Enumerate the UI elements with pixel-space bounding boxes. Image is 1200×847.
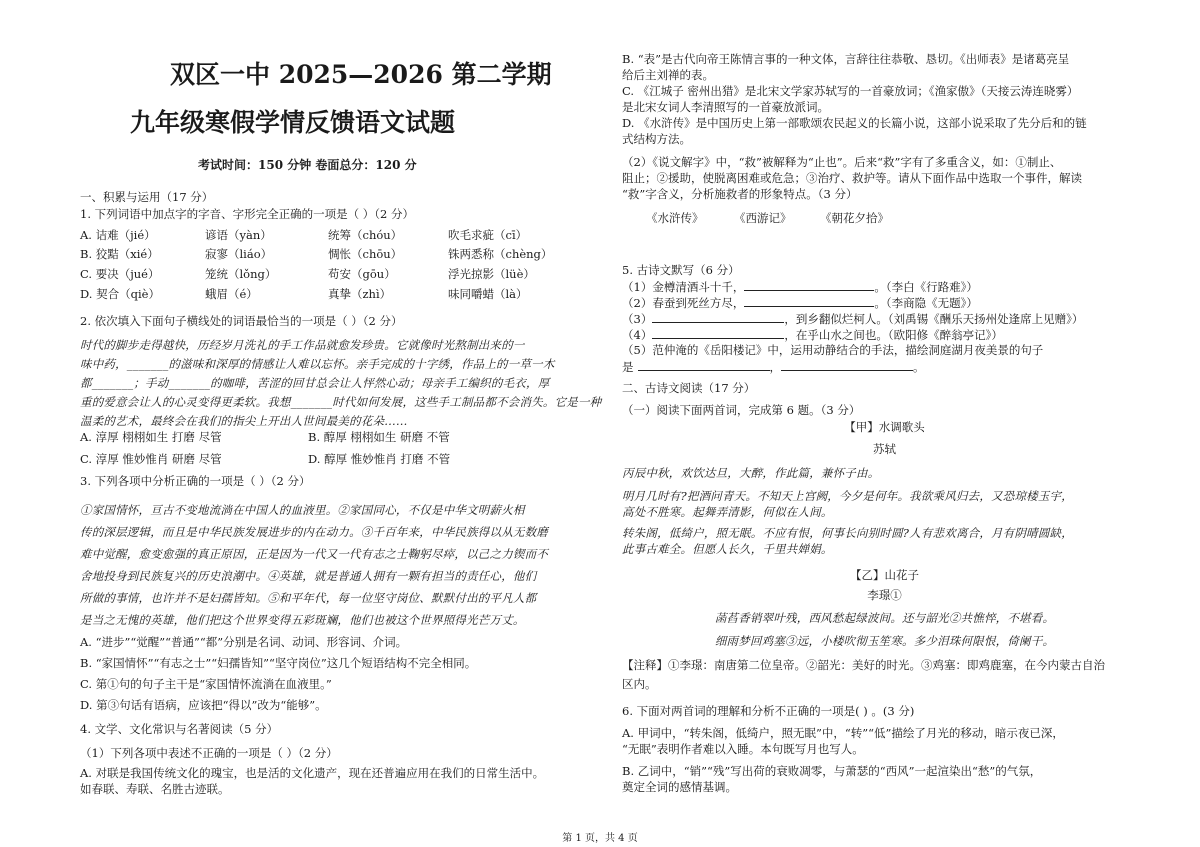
q2-option: C. 淳厚 惟妙惟肖 研磨 尽管	[80, 452, 222, 466]
q1-option: B. 狡黠（xié）	[80, 247, 159, 261]
q3-option: A. “进步”“觉醒”“普通”“都”分别是名词、动词、形容词、介词。	[80, 635, 408, 649]
exam-title-line1: 双区一中 2025—2026 第二学期	[170, 60, 552, 89]
q1-option: 蛾眉（é）	[205, 287, 258, 301]
q1-option: 苟安（gōu）	[328, 267, 396, 281]
q4-sub2-line: 阻止；②援助，使脱离困难或危急；③治疗、救护等。请从下面作品中选取一个事件，解读	[622, 171, 1082, 185]
q2-passage-line: 温柔的艺术，最终会在我们的指尖上开出人世间最美的花朵……	[80, 414, 408, 428]
q3-passage-line: 是当之无愧的英雄，他们把这个世界变得五彩斑斓，他们也被这个世界照得光芒万丈。	[80, 613, 525, 627]
q2-option: A. 淳厚 栩栩如生 打磨 尽管	[80, 430, 222, 444]
poem-notes-cont: 区内。	[622, 677, 657, 691]
q4-sub2-line: “救”字含义，分析施救者的形象特点。（3 分）	[622, 187, 858, 201]
q5-line-suffix: 。（李白《行路难》）	[874, 280, 978, 294]
q5-line-suffix: ，在乎山水之间也。（欧阳修《醉翁亭记》）	[784, 328, 1003, 342]
q1-option: 真挚（zhì）	[328, 287, 392, 301]
q4-option-d-cont: 式结构方法。	[622, 132, 691, 146]
q4-option-a: A. 对联是我国传统文化的瑰宝，也是活的文化遗产，现在还普遍应用在我们的日常生活中。	[80, 766, 545, 780]
poem-notes: 【注释】①李璟：南唐第二位皇帝。②韶光：美好的时光。③鸡塞：即鸡鹿塞，在今内蒙古自治	[622, 658, 1105, 672]
book-title: 《朝花夕拾》	[820, 211, 889, 225]
poem-1-line: 高处不胜寒。起舞弄清影，何似在人间。	[622, 505, 833, 519]
q5-line-1	[622, 279, 978, 295]
q2-passage-line: 味中药，_______的滋味和深厚的情感让人难以忘怀。亲手完成的十字绣，作品上的一草一木	[80, 357, 555, 371]
q4-option-b: B. “表”是古代向帝王陈情言事的一种文体，言辞往往恭敬、恳切。《出师表》是诸葛亮呈	[622, 52, 1070, 66]
q3-passage-line: 传的深层逻辑，而且是中华民族发展进步的内在动力。③千百年来，中华民族得以从无数磨	[80, 525, 548, 539]
q1-option: D. 契合（qiè）	[80, 287, 160, 301]
q5-line-3	[622, 311, 1083, 327]
poem-1-line: 明月几时有?把酒问青天。不知天上宫阙，今夕是何年。我欲乘风归去，又恐琼楼玉宇，	[622, 489, 1073, 503]
q6-stem: 6. 下面对两首词的理解和分析不正确的一项是( ) 。(3 分)	[622, 704, 915, 718]
poem-1-line: 丙辰中秋，欢饮达旦，大醉，作此篇，兼怀子由。	[622, 466, 880, 480]
q3-passage-line: 所做的事情，也许并不是妇孺皆知。⑤和平年代，每一位坚守岗位、默默付出的平凡人都	[80, 591, 537, 605]
q1-option: 惆怅（chōu）	[328, 247, 403, 261]
poem-1-line: 此事古难全。但愿人长久，千里共婵娟。	[622, 542, 833, 556]
q3-passage-line: 舍地投身到民族复兴的历史浪潮中。④英雄，就是普通人拥有一颗有担当的责任心，他们	[80, 569, 537, 583]
q3-stem: 3. 下列各项中分析正确的一项是（ ）（2 分）	[80, 474, 311, 488]
q2-option: D. 醇厚 惟妙惟肖 打磨 不管	[308, 452, 451, 466]
q5-line-prefix: （3）	[622, 312, 653, 326]
section-2-heading: 二、古诗文阅读（17 分）	[622, 381, 756, 395]
exam-meta: 考试时间：150 分钟 卷面总分：120 分	[198, 158, 417, 172]
q1-option: 浮光掠影（lüè）	[448, 267, 535, 281]
poem-1-title: 【甲】水调歌头	[844, 420, 925, 434]
poem-2-title: 【乙】山花子	[850, 568, 919, 582]
q5-line-5-end: 是	[622, 360, 634, 374]
q3-option: C. 第①句的句子主干是“家国情怀流淌在血液里。”	[80, 677, 332, 691]
poem-1-author: 苏轼	[873, 442, 896, 456]
q2-stem: 2. 依次填入下面句子横线处的词语最恰当的一项是（ ）（2 分）	[80, 314, 403, 328]
q5-line-4	[622, 327, 1003, 343]
q5-line-prefix: （2）春蚕到死丝方尽，	[622, 296, 745, 310]
q3-passage-line: 难中觉醒，愈变愈强的真正原因，正是因为一代又一代有志之士鞠躬尽瘁，以己之力锲而不	[80, 547, 548, 561]
exam-title-line2: 九年级寒假学情反馈语文试题	[130, 108, 456, 137]
book-title: 《水浒传》	[646, 211, 704, 225]
answer-blank[interactable]	[652, 327, 784, 339]
q1-stem: 1. 下列词语中加点字的字音、字形完全正确的一项是（ ）（2 分）	[80, 207, 415, 221]
q1-option: 笼统（lǒng）	[205, 267, 277, 281]
q5-line-prefix: （1）金樽清酒斗十千，	[622, 280, 745, 294]
q5-line-suffix: ，到乡翻似烂柯人。（刘禹锡《酬乐天扬州处逢席上见赠》）	[784, 312, 1084, 326]
q4-title: 4. 文学、文化常识与名著阅读（5 分）	[80, 722, 279, 736]
q5-line-5: （5）范仲淹的《岳阳楼记》中，运用动静结合的手法，描绘洞庭湖月夜美景的句子	[622, 343, 1044, 357]
q2-option: B. 醇厚 栩栩如生 研磨 不管	[308, 430, 450, 444]
q5-title: 5. 古诗文默写（6 分）	[622, 263, 740, 277]
section-1-heading: 一、积累与运用（17 分）	[80, 190, 214, 204]
q1-option: 味同嚼蜡（là）	[448, 287, 528, 301]
poem-2-line: 细雨梦回鸡塞③远，小楼吹彻玉笙寒。多少泪珠何限恨，倚阑干。	[714, 634, 1055, 648]
q3-option: B. “家国情怀”“有志之士”“妇孺皆知”“坚守岗位”这几个短语结构不完全相同。	[80, 656, 477, 670]
q6-option-a-cont: “无眠”表明作者难以入睡。本句既写月也写人。	[622, 742, 864, 756]
answer-blank[interactable]	[744, 279, 874, 291]
q4-option-a-cont: 如春联、寿联、名胜古迹联。	[80, 782, 230, 796]
poem-2-author: 李璟①	[867, 588, 902, 602]
q1-option: 谚语（yàn）	[205, 228, 272, 242]
q1-option: 吹毛求疵（cī）	[448, 228, 528, 242]
q5-line-2	[622, 295, 978, 311]
q6-option-b: B. 乙词中，“销”“残”写出荷的衰败凋零，与萧瑟的“西风”一起渲染出“愁”的气氛，	[622, 764, 1042, 778]
poem-1-line: 转朱阁，低绮户，照无眠。不应有恨，何事长向别时圆?人有悲欢离合，月有阴晴圆缺，	[622, 526, 1073, 540]
answer-blank[interactable]	[744, 295, 874, 307]
answer-blank[interactable]	[781, 359, 913, 371]
q4-option-c: C. 《江城子 密州出猎》是北宋文学家苏轼写的一首豪放词；《渔家傲》（天接云涛连晓雾）	[622, 84, 1079, 98]
q4-sub2-line: （2）《说文解字》中，“救”被解释为“止也”。后来“救”字有了多重含义，如：①制止、	[622, 155, 1062, 169]
q5-line-5-answer: 是 ， 。	[622, 360, 925, 374]
book-title: 《西游记》	[734, 211, 792, 225]
answer-blank[interactable]	[652, 311, 784, 323]
q6-option-b-cont: 奠定全词的感情基调。	[622, 780, 737, 794]
q1-option: A. 诘难（jié）	[80, 228, 156, 242]
page-footer: 第 1 页，共 4 页	[562, 833, 638, 844]
poem-2-line: 菡萏香销翠叶残，西风愁起绿波间。还与韶光②共憔悴，不堪看。	[714, 611, 1055, 625]
q3-passage-line: ①家国情怀，亘古不变地流淌在中国人的血液里。②家国同心，不仅是中华文明薪火相	[80, 503, 525, 517]
q5-line-prefix: （4）	[622, 328, 653, 342]
q5-line-suffix: 。（李商隐《无题》）	[874, 296, 978, 310]
part-1-heading: （一）阅读下面两首词，完成第 6 题。（3 分）	[622, 403, 861, 417]
q1-option: 寂寥（liáo）	[205, 247, 273, 261]
q2-passage-line: 都_______；手动_______的咖啡，苦涩的回甘总会让人怦然心动；母亲手工编织的毛衣，厚	[80, 376, 550, 390]
q6-option-a: A. 甲词中，“转朱阁，低绮户，照无眠”中，“转”“低”描绘了月光的移动，暗示夜已深，	[622, 726, 1064, 740]
q1-option: 铢两悉称（chèng）	[448, 247, 553, 261]
q1-option: 统筹（chóu）	[328, 228, 403, 242]
right-column	[622, 0, 1147, 847]
q4-option-b-cont: 给后主刘禅的表。	[622, 68, 714, 82]
q3-option: D. 第③句话有语病，应该把“得以”改为“能够”。	[80, 698, 327, 712]
q2-passage-line: 时代的脚步走得越快，历经岁月洗礼的手工作品就愈发珍贵。它就像时光熬制出来的一	[80, 338, 525, 352]
q2-passage-line: 重的爱意会让人的心灵变得更柔软。我想_______时代如何发展，这些手工制品都不会消失。它是一种	[80, 395, 602, 409]
q1-option: C. 要决（jué）	[80, 267, 160, 281]
q4-option-c-cont: 是北宋女词人李清照写的一首豪放派词。	[622, 100, 829, 114]
answer-blank[interactable]	[638, 359, 770, 371]
q4-sub1-stem: （1）下列各项中表述不正确的一项是（ ）（2 分）	[80, 746, 338, 760]
q4-option-d: D. 《水浒传》是中国历史上第一部歌颂农民起义的长篇小说，这部小说采取了先分后和的链	[622, 116, 1087, 130]
